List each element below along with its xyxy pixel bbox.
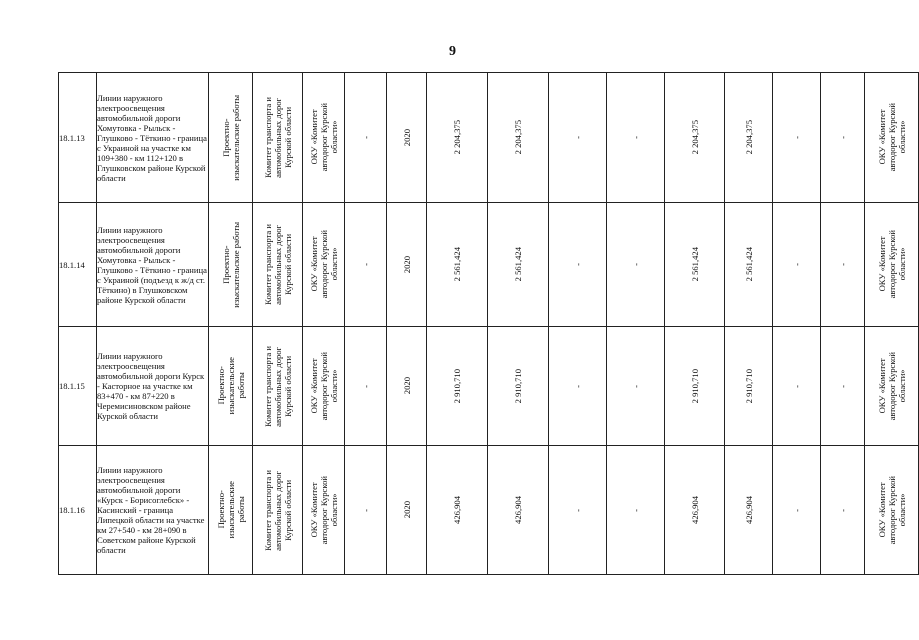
regional-amount: 2 561,424 [689,247,700,282]
executor: ОКУ «Комитет автодорог Курской области» [876,475,907,545]
dash-cell [345,327,387,446]
dash-cell [549,327,607,446]
object-name: Линии наружного электроосвещения автомобильной дороги «Курск - Борисоглебск» - Касинский - граница Липецкой области на участке км 27+540 - км 28+090 в Советском районе Курской области [97,446,209,575]
executor-cell [865,446,919,575]
year-value: 2020 [401,377,412,395]
program-table [58,72,919,575]
empty-value: - [837,384,848,388]
executor: ОКУ «Комитет автодорог Курской области» [876,230,907,299]
regional-amount: 2 204,375 [689,120,700,155]
year-amount: 2 561,424 [513,247,523,282]
customer-cell [303,73,345,203]
work-type-cell [209,73,253,203]
work-type-cell [209,327,253,446]
amount-cell [427,203,488,327]
responsible-cell [253,446,303,575]
customer-cell [303,327,345,446]
empty-value: - [360,136,371,139]
page-number: 9 [449,44,456,59]
year-cell [387,446,427,575]
amount-cell [427,327,488,446]
empty-value: - [791,508,802,512]
empty-value: - [360,508,371,512]
amount-cell [427,446,488,575]
amount-cell [665,446,725,575]
amount-cell [427,73,488,203]
work-type: Проектно- изыскательские работы [220,94,241,181]
dash-cell [607,73,665,203]
empty-value: - [837,263,848,266]
responsible-cell [253,327,303,446]
total-amount: 2 204,375 [452,120,462,155]
total-amount: 2 910,710 [452,368,462,404]
executor-cell [865,203,919,327]
dash-cell [607,446,665,575]
dash-cell [345,73,387,203]
total-amount: 2 561,424 [452,247,462,282]
amount-cell [665,203,725,327]
regional-year-amount: 2 910,710 [743,368,754,404]
year-value: 2020 [401,255,412,274]
amount-cell [665,327,725,446]
dash-cell [549,203,607,327]
dash-cell [821,327,865,446]
executor-cell [865,73,919,203]
empty-value: - [572,384,583,388]
state-customer: ОКУ «Комитет автодорог Курской области» [308,230,339,299]
customer-cell [303,203,345,327]
dash-cell [821,446,865,575]
regional-year-amount: 2 204,375 [743,120,754,155]
regional-year-amount: 426,904 [743,496,754,524]
empty-value: - [572,263,583,266]
dash-cell [549,73,607,203]
regional-amount: 2 910,710 [689,368,700,404]
table-row [59,446,919,575]
year-amount: 426,904 [513,496,523,524]
dash-cell [607,327,665,446]
year-value: 2020 [401,128,412,147]
dash-cell [821,73,865,203]
year-amount: 2 204,375 [513,120,523,155]
work-type: Проектно- изыскательские работы [220,221,241,308]
executor-cell [865,327,919,446]
responsible-executor: Комитет транспорта и автомобильных дорог Курской области [262,224,293,305]
dash-cell [345,203,387,327]
work-type: Проектно- изыскательские работы [215,357,246,415]
total-amount: 426,904 [452,496,462,524]
work-type-cell [209,446,253,575]
dash-cell [549,446,607,575]
customer-cell [303,446,345,575]
amount-cell [488,446,549,575]
state-customer: ОКУ «Комитет автодорог Курской области» [308,475,339,545]
empty-value: - [630,508,641,512]
empty-value: - [837,136,848,139]
amount-cell [725,203,773,327]
amount-cell [725,73,773,203]
responsible-executor: Комитет транспорта и автомобильных дорог Курской области [262,469,293,551]
empty-value: - [630,263,641,266]
year-cell [387,203,427,327]
state-customer: ОКУ «Комитет автодорог Курской области» [308,103,339,172]
amount-cell [488,327,549,446]
object-name: Линии наружного электроосвещения автомобильной дороги Хомутовка - Рыльск - Глушково - Тёткино - граница с Украиной на участке км 109+380 - км 112+120 в Глушковском районе Курской области [97,73,209,203]
dash-cell [773,446,821,575]
empty-value: - [572,508,583,512]
regional-year-amount: 2 561,424 [743,247,754,282]
year-amount: 2 910,710 [513,368,523,404]
dash-cell [821,203,865,327]
responsible-cell [253,73,303,203]
empty-value: - [837,508,848,512]
year-cell [387,327,427,446]
amount-cell [488,203,549,327]
dash-cell [607,203,665,327]
empty-value: - [791,384,802,388]
amount-cell [665,73,725,203]
table-row [59,73,919,203]
dash-cell [773,203,821,327]
row-number: 18.1.15 [59,327,97,446]
amount-cell [488,73,549,203]
object-name: Линии наружного электроосвещения автомобильной дороги Хомутовка - Рыльск - Глушково - Тёткино - граница с Украиной (подъезд к ж/д ст. Тёткино) в Глушковском районе Курской области [97,203,209,327]
row-number: 18.1.13 [59,73,97,203]
empty-value: - [791,263,802,266]
executor: ОКУ «Комитет автодорог Курской области» [876,351,907,421]
row-number: 18.1.16 [59,446,97,575]
empty-value: - [360,263,371,266]
object-name: Линии наружного электроосвещения автомобильной дороги Курск - Касторное на участке км 83+470 - км 87+220 в Черемисиновском районе Курской области [97,327,209,446]
dash-cell [345,446,387,575]
year-value: 2020 [401,501,412,519]
amount-cell [725,327,773,446]
work-type-cell [209,203,253,327]
responsible-executor: Комитет транспорта и автомобильных дорог Курской области [262,345,293,427]
empty-value: - [572,136,583,139]
amount-cell [725,446,773,575]
empty-value: - [360,384,371,388]
row-number: 18.1.14 [59,203,97,327]
executor: ОКУ «Комитет автодорог Курской области» [876,103,907,172]
dash-cell [773,327,821,446]
year-cell [387,73,427,203]
work-type: Проектно- изыскательские работы [215,481,246,539]
state-customer: ОКУ «Комитет автодорог Курской области» [308,351,339,421]
empty-value: - [791,136,802,139]
regional-amount: 426,904 [689,496,700,524]
table-row [59,327,919,446]
table-row [59,203,919,327]
responsible-executor: Комитет транспорта и автомобильных дорог Курской области [262,97,293,178]
empty-value: - [630,136,641,139]
dash-cell [773,73,821,203]
responsible-cell [253,203,303,327]
empty-value: - [630,384,641,388]
